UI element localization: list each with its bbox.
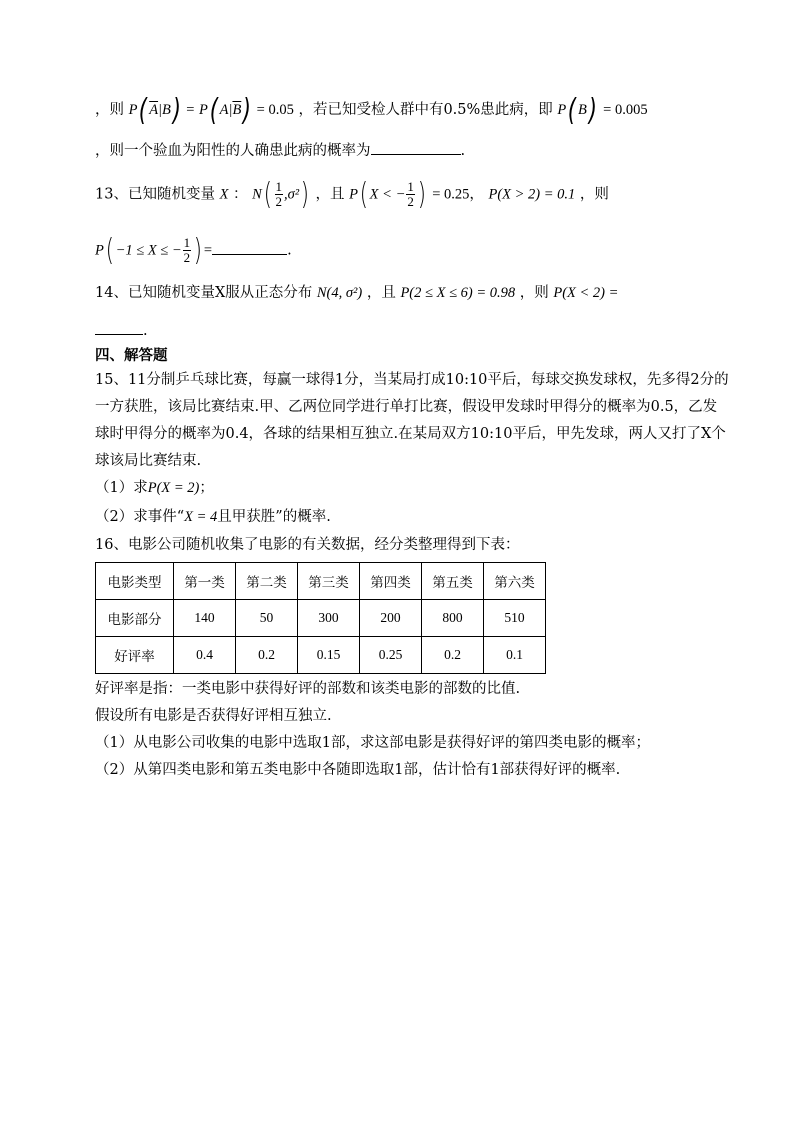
movie-data-table	[95, 562, 546, 674]
fraction-half: $\frac{1}{2}$	[407, 179, 414, 209]
q13-and: ，且	[315, 186, 345, 203]
q14-and: ，且	[366, 285, 396, 301]
q13-colon: ：	[233, 186, 248, 203]
q12-question-text: ，则一个验血为阳性的人确患此病的概率为	[95, 143, 371, 159]
q13-pgt: P(X > 2) = 0.1	[488, 186, 576, 203]
q13-line-1: 13、已知随机变量 X ： N( $\frac{1}{2}$ ,σ²) ，且 P( X < − $\frac{1}{2}$ ) = 0.25， P(X > 2) = 0.1 ，则	[95, 176, 609, 212]
table-header-cell: 电影类型	[96, 563, 174, 600]
table-cell: 0.1	[484, 637, 546, 674]
q16-note-1: 好评率是指：一类电影中获得好评的部数和该类电影的部数的比值.	[95, 681, 521, 697]
q14-line-1	[95, 283, 618, 303]
q14-ask: P(X < 2) =	[553, 285, 619, 301]
q13-p: P	[349, 186, 358, 203]
q15-sub1-prefix: （1）求	[95, 480, 148, 496]
q16-sub-2: （2）从第四类电影和第五类电影中各随即选取1部，估计恰有1部获得好评的概率.	[95, 762, 621, 778]
q15-line-4: 球该局比赛结束.	[95, 453, 202, 469]
q13-then: ，则	[579, 186, 609, 203]
q14-line-2	[95, 320, 148, 341]
table-header-cell: 第三类	[298, 563, 360, 600]
q13-eq025: = 0.25，	[432, 186, 484, 203]
table-header-cell: 第四类	[360, 563, 422, 600]
q14-text: 14、已知随机变量X服从正态分布	[95, 285, 313, 301]
q14-then: ，则	[519, 285, 549, 301]
q16-intro: 16、电影公司随机收集了电影的有关数据，经分类整理得到下表：	[95, 537, 520, 553]
table-cell: 800	[422, 600, 484, 637]
table-row	[96, 600, 546, 637]
fraction-half: $\frac{1}{2}$	[275, 179, 283, 209]
period: .	[143, 323, 148, 339]
q13-sigma: ,σ²	[284, 186, 300, 203]
table-header-cell: 第五类	[422, 563, 484, 600]
q15-sub-1	[95, 478, 214, 498]
q13-l2-p: P	[95, 242, 104, 259]
table-header-cell: 第一类	[174, 563, 236, 600]
q12-line-1	[95, 92, 648, 128]
q14-prob: P(2 ≤ X ≤ 6) = 0.98	[400, 285, 516, 301]
answer-blank[interactable]	[371, 140, 461, 155]
q13-range: −1 ≤ X ≤ −	[115, 242, 182, 259]
q13-normal: N	[252, 186, 262, 203]
table-header-row	[96, 563, 546, 600]
table-cell: 电影部分	[96, 600, 174, 637]
table-cell: 好评率	[96, 637, 174, 674]
table-row	[96, 637, 546, 674]
q15-line-3: 球时甲得分的概率为0.4，各球的结果相互独立.在某局双方10:10平后，甲先发球，两人又打了X个	[95, 426, 726, 442]
q12-line-2	[95, 140, 465, 161]
q15-line-1: 15、11分制乒乓球比赛，每赢一球得1分，当某局打成10:10平后，每球交换发球权，先多得2分的	[95, 372, 729, 388]
q13-lt: X < −	[369, 186, 406, 203]
table-header-cell: 第二类	[236, 563, 298, 600]
q12-then: ，则	[95, 102, 124, 118]
q13-prefix: 13、已知随机变量	[95, 186, 215, 203]
table-cell: 0.25	[360, 637, 422, 674]
q12-pb-value: = 0.005	[603, 102, 648, 118]
q15-sub-2	[95, 507, 331, 527]
q12-value: = 0.05	[256, 102, 294, 118]
q16-note-2: 假设所有电影是否获得好评相互独立.	[95, 708, 332, 724]
section-title: 四、解答题	[95, 348, 168, 364]
period: .	[287, 242, 292, 259]
q16-sub-1: （1）从电影公司收集的电影中选取1部，求这部电影是获得好评的第四类电影的概率；	[95, 735, 650, 751]
table-cell: 510	[484, 600, 546, 637]
fraction-half: $\frac{1}{2}$	[183, 235, 191, 265]
q15-sub2-math: X = 4	[184, 509, 218, 525]
table-cell: 50	[236, 600, 298, 637]
table-cell: 0.2	[422, 637, 484, 674]
q12-mid-text: ，若已知受检人群中有0.5%患此病，即	[298, 102, 553, 118]
q13-line-2: P( −1 ≤ X ≤ − $\frac{1}{2}$ ) = .	[95, 232, 292, 268]
q15-sub1-math: P(X = 2)	[147, 480, 200, 496]
table-header-cell: 第六类	[484, 563, 546, 600]
q15-sub1-end: ；	[199, 480, 214, 496]
q13-eq: =	[203, 242, 213, 259]
q14-dist: N(4, σ²)	[316, 285, 363, 301]
table-cell: 0.2	[236, 637, 298, 674]
q12-formula: P( $\overline{A}|B$)	[128, 92, 181, 128]
table-cell: 200	[360, 600, 422, 637]
q15-sub2-prefix: （2）求事件“	[95, 509, 185, 525]
q15-sub2-rest: 且甲获胜”的概率.	[217, 509, 331, 525]
answer-blank[interactable]	[95, 320, 143, 335]
table-cell: 0.15	[298, 637, 360, 674]
q12-eq: =	[186, 102, 195, 118]
q15-line-2: 一方获胜，该局比赛结束.甲、乙两位同学进行单打比赛，假设甲发球时甲得分的概率为0.5，乙发	[95, 399, 718, 415]
table-cell: 140	[174, 600, 236, 637]
table-cell: 0.4	[174, 637, 236, 674]
q13-rv: X	[219, 186, 229, 203]
q12-pb: P( B)	[557, 92, 597, 128]
q12-formula-2: P( $A|\overline{B}$)	[199, 92, 252, 128]
answer-blank[interactable]	[212, 240, 287, 255]
table-cell: 300	[298, 600, 360, 637]
period: .	[460, 143, 466, 159]
